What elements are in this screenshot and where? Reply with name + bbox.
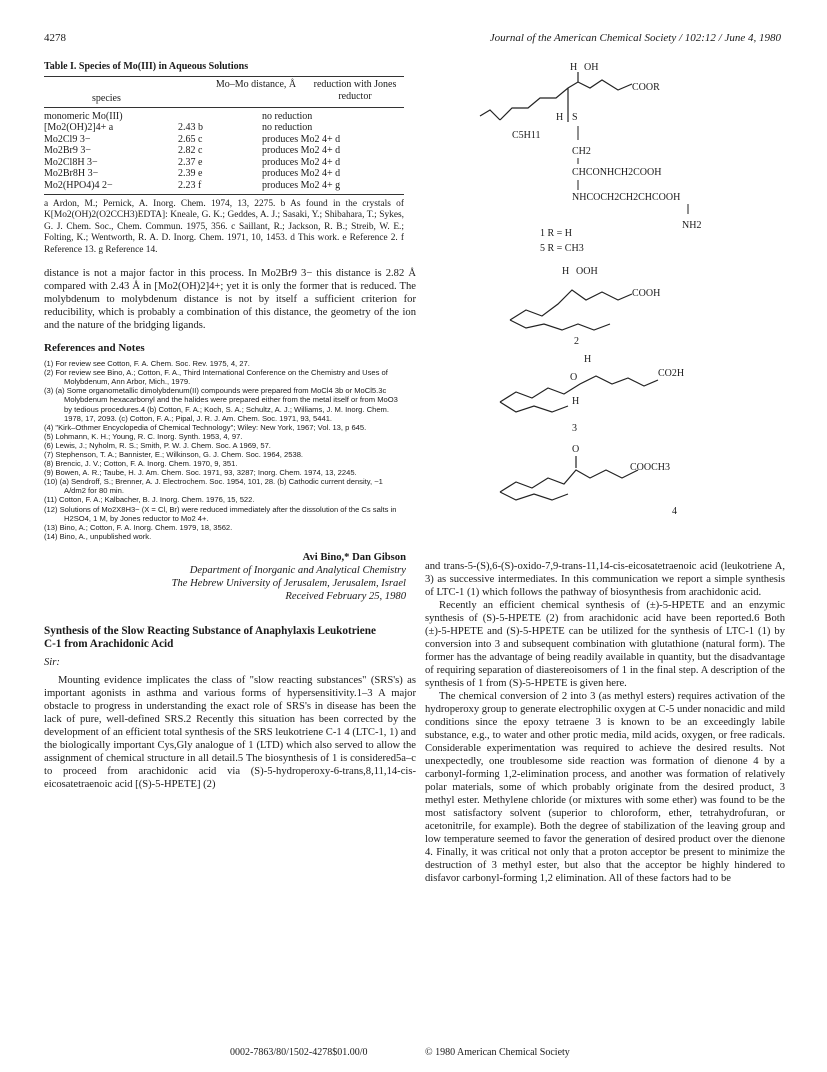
s3-h2-label: H (572, 396, 580, 407)
s4-chain (500, 470, 638, 492)
table-caption: Table I. Species of Mo(III) in Aqueous Solutions (44, 61, 249, 72)
table-row (44, 134, 404, 146)
s1-chain (500, 80, 632, 120)
s1-nh2-label: NH2 (682, 220, 702, 231)
s2-chain-low (510, 320, 610, 330)
cell-species: Mo2(HPO4)4 2− (44, 179, 113, 191)
reference-item: (7) Stephenson, T. A.; Bannister, E.; Wilkinson, G. J. Chem. Soc. 1964, 2538. (44, 449, 304, 459)
cell-species: Mo2Cl8H 3− (44, 156, 98, 168)
reference-item: (4) "Kirk–Othmer Encyclopedia of Chemical Technology"; Wiley: New York, 1967; Vol. 13, p 645. (44, 422, 367, 432)
right-body-2: Recently an efficient chemical synthesis of (±)-5-HPETE and an enzymic synthesis of (S)-5-HPETE (2) from arachidonic acid have been reported.6 Both (±)-5-HPETE and (S)-5-HPETE can be utilized for the synthesis of LTC-1 (1) by conversion into 3 and subsequent combination with glutathione (natural form). The former has the advantage of being readily available in quantity, but the disadvantage of requiring separation of diastereoisomers of 1 in the final step. A description of the synthesis of 1 from (S)-5-HPETE is given here. (425, 600, 785, 689)
cell-distance: 2.39 e (178, 168, 203, 179)
left-body: Mounting evidence implicates the class of "slow reacting substances" (SRS's) as important agonists in asthma and various forms of hypersensitivity.1–3 A major obstacle to progress in understanding the exact role of SRS's in disease has been the lack of pure, well-defined SRS.2 Recently this situation has been corrected by the development of an efficient total synthesis of the SRS leukotriene C-1 4 (LTC-1, 1) and the biologically important Cys,Gly analogue of 1 (LTD) which also served to allow the assignment of chemical structure in all detail.5 The biosynthesis of 1 is considered5a–c to proceed from arachidonic acid via (S)-5-hydroperoxy-6-trans,8,11,14-cis-eicosatetraenoic acid [(S)-5-HPETE] (2) (44, 674, 416, 790)
cell-species: Mo2Br8H 3− (44, 168, 99, 179)
left-column (44, 60, 414, 791)
species-rows (44, 111, 404, 192)
s3-number: 3 (572, 423, 577, 434)
cell-species: monomeric Mo(III) (44, 110, 123, 122)
cell-distance (178, 111, 262, 123)
s1-line2: NHCOCH2CH2CHCOOH (572, 192, 681, 203)
col-distance: Mo–Mo distance, Å (215, 79, 297, 90)
reference-item: (2) For review see Bino, A.; Cotton, F. A., Third International Conference on the Chemistry and Uses of Molybdenum, Ann Arbor, Mich., 1979. (44, 368, 388, 387)
reference-item: (11) Cotton, F. A.; Kalbacher, B. J. Inorg. Chem. 1976, 15, 522. (44, 495, 255, 505)
table-row (44, 180, 404, 192)
s4-chain-low (500, 492, 568, 500)
refs-heading: References and Notes (44, 342, 145, 355)
cell-distance: 2.23 f (178, 179, 202, 191)
article-title: Synthesis of the Slow Reacting Substance of Anaphylaxis Leukotriene C-1 from Arachidonic Acid (44, 624, 376, 650)
reference-item: (9) Bowen, A. R.; Taube, H. J. Am. Chem. Soc. 1971, 93, 3287; Inorg. Chem. 1974, 13, 2245. (44, 468, 357, 478)
s4-cooch3-label: COOCH3 (630, 462, 671, 473)
s1-coor-label: COOR (632, 82, 660, 93)
table-row (44, 145, 404, 157)
s2-ooh-label: OOH (576, 266, 598, 277)
reference-item: (14) Bino, A., unpublished work. (44, 531, 152, 541)
reference-item: (6) Lewis, J.; Nyholm, R. S.; Smith, P. W. J. Chem. Soc. A 1969, 57. (44, 440, 271, 450)
s1-s-label: S (572, 112, 578, 123)
s1-line1: CHCONHCH2COOH (572, 167, 662, 178)
table-row (44, 157, 404, 169)
table-row (44, 122, 404, 134)
page-number: 4278 (44, 32, 66, 44)
cell-species: [Mo2(OH)2]4+ a (44, 122, 114, 133)
right-column (425, 560, 785, 885)
table-row (44, 111, 404, 123)
reference-item: (8) Brencic, J. V.; Cotton, F. A. Inorg. Chem. 1970, 9, 351. (44, 459, 238, 469)
col-reduction: reduction with Jones reductor (313, 79, 397, 102)
s2-cooh-label: COOH (632, 288, 661, 299)
s1-c5h11-label: C5H11 (512, 130, 541, 141)
cell-distance: 2.82 c (178, 145, 203, 156)
cell-reduction: produces Mo2 4+ d (262, 133, 341, 145)
reference-item: (3) (a) Some organometallic dimolybdenum(II) compounds were prepared from MoCl4 3b or MoCl5.3c Molybdenum hexacarbonyl and the halides were prepared either from the metal itself or from MoO3 by tedious procedures.4 (b) Cotton, F. A.; Koch, S. A.; Schultz, A. J.; Williams, J. M. Inorg. Chem. 1978, 17, 2093. (c) Cotton, F. A.; Pipal, J. R. J. Am. Chem. Soc. 1971, 93, 5441. (44, 386, 398, 423)
cell-species: Mo2Cl9 3− (44, 133, 91, 145)
reference-item: (1) For review see Cotton, F. A. Chem. Soc. Rev. 1975, 4, 27. (44, 359, 250, 369)
cell-distance: 2.43 b (178, 122, 203, 133)
right-body-1: and trans-5-(S),6-(S)-oxido-7,9-trans-11,14-cis-eicosatetraenoic acid (leukotriene A, 3) as successive intermediates. In this communication we report a simple synthesis of LTC-1 (1) which follows the pathway of biosynthesis from arachidonic acid. (425, 561, 785, 598)
table-footnote: a Ardon, M.; Pernick, A. Inorg. Chem. 1974, 13, 2275. b As found in the crystals of K[Mo2(OH)2(O2CCH3)EDTA]: Kneale, G. K.; Geddes, A. J.; Sasaki, Y.; Shibahara, T.; Sykes, G. J. Chem. Soc., Chem. Commun. 1975, 356. c Saillant, R.; Jackson, R. B.; Streib, W. E.; Folting, K.; Wentworth, R. A. D. Inorg. Chem. 1971, 10, 1453. d This work. e Reference 2. f Reference 13. g Reference 14. (44, 199, 404, 255)
affiliation-univ: The Hebrew University of Jerusalem, Jerusalem, Israel (171, 577, 406, 589)
reference-item: (13) Bino, A.; Cotton, F. A. Inorg. Chem. 1979, 18, 3562. (44, 522, 233, 532)
col-species: species (92, 93, 121, 104)
s3-o-label: O (570, 372, 578, 383)
footer-code: 0002-7863/80/1502-4278$01.00/0 (230, 1047, 368, 1058)
s2-number: 2 (574, 336, 579, 347)
cell-reduction: no reduction (262, 110, 313, 122)
journal-header: Journal of the American Chemical Society / 102:12 / June 4, 1980 (489, 32, 781, 44)
cell-species: Mo2Br9 3− (44, 145, 92, 156)
s1-r5-label: 5 R = CH3 (540, 243, 584, 254)
s1-ch2-label: CH2 (572, 146, 591, 157)
reference-item: (12) Solutions of Mo2X8H3− (X = Cl, Br) were reduced immediately after the dissolution of the Cs salts in H2SO4, 1 M, by Jones reductor to Mo2 4+. (44, 504, 397, 523)
cell-distance: 2.65 c (178, 133, 203, 145)
cell-distance: 2.37 e (178, 156, 203, 168)
s3-co2h-label: CO2H (658, 368, 685, 379)
footer-copyright: © 1980 American Chemical Society (425, 1047, 570, 1058)
structure-4 (460, 440, 790, 520)
s2-chain (510, 290, 632, 320)
s1-chain-end (480, 110, 500, 120)
cell-reduction: produces Mo2 4+ d (262, 168, 341, 179)
s4-o-label: O (572, 444, 580, 455)
authors: Avi Bino,* Dan Gibson (302, 551, 406, 563)
reference-item: (5) Lohmann, K. H.; Young, R. C. Inorg. Synth. 1953, 4, 97. (44, 431, 243, 441)
cell-reduction: no reduction (262, 122, 313, 133)
s1-h2-label: H (556, 112, 564, 123)
reference-item: (10) (a) Sendroff, S.; Brenner, A. J. Electrochem. Soc. 1954, 101, 28. (b) Cathodic current density, ~1 A/dm2 for 80 min. (44, 477, 383, 496)
references-list (44, 359, 406, 541)
s1-oh-label: OH (584, 62, 599, 73)
affiliation-dept: Department of Inorganic and Analytical Chemistry (189, 564, 406, 576)
cell-reduction: produces Mo2 4+ g (262, 179, 341, 191)
chemical-structures (460, 58, 790, 448)
s2-h-label: H (562, 266, 570, 277)
right-body-3: The chemical conversion of 2 into 3 (as methyl esters) requires activation of the hydroperoxy group to generate electrophilic oxygen at C-5 under nonacidic and mild conditions since the epoxy tetraene 3 is known to be an exceedingly labile substance, e.g., to water and other protic media, mild acids, oxygen, or free radicals. Considerable experimentation was required to achieve the desired results. Not unexpectedly, one troublesome side reaction was formation of dienone 4 by a carbonyl-forming 1,2-elimination process, and another was formation of relatively polar materials, some of which probably originate from the desired product, 3 methyl ester. Methylene chloride (or mixtures with some ether) was found to be the most satisfactory solvent (superior to chloroform, ether, tetrahydrofuran, or acetonitrile, for example). Both the degree of stabilization of the leaving group and low temperature seemed to favor the generation of desired product over the dienone 4. Finally, it was critical not only that a proton acceptor be present to minimize the destruction of 3 methyl ester, but also that the acceptor be highly hindered to disfavor carbonyl-forming 1,2 elimination. All of these factors had to be (425, 691, 785, 884)
s4-number: 4 (672, 506, 677, 517)
species-table (44, 79, 404, 105)
cell-reduction: produces Mo2 4+ d (262, 156, 341, 168)
left-paragraph: distance is not a major factor in this process. In Mo2Br9 3− this distance is 2.82 Å compared with 2.43 Å in [Mo2(OH)2]4+; yet it is only the former that is reduced. The molybdenum to molybdenum distance is not by itself a sufficient criterion for reducibility, which is probably a combination of this distance, the geometry of the ion and the nature of the bridging ligands. (44, 268, 416, 332)
received-date: Received February 25, 1980 (285, 590, 406, 602)
salutation: Sir: (44, 656, 60, 668)
s3-chain-low (500, 402, 568, 412)
cell-reduction: produces Mo2 4+ d (262, 145, 341, 156)
s1-h-label: H (570, 62, 578, 73)
s3-h1-label: H (584, 354, 592, 365)
table-row (44, 168, 404, 180)
s1-r1-label: 1 R = H (540, 228, 573, 239)
